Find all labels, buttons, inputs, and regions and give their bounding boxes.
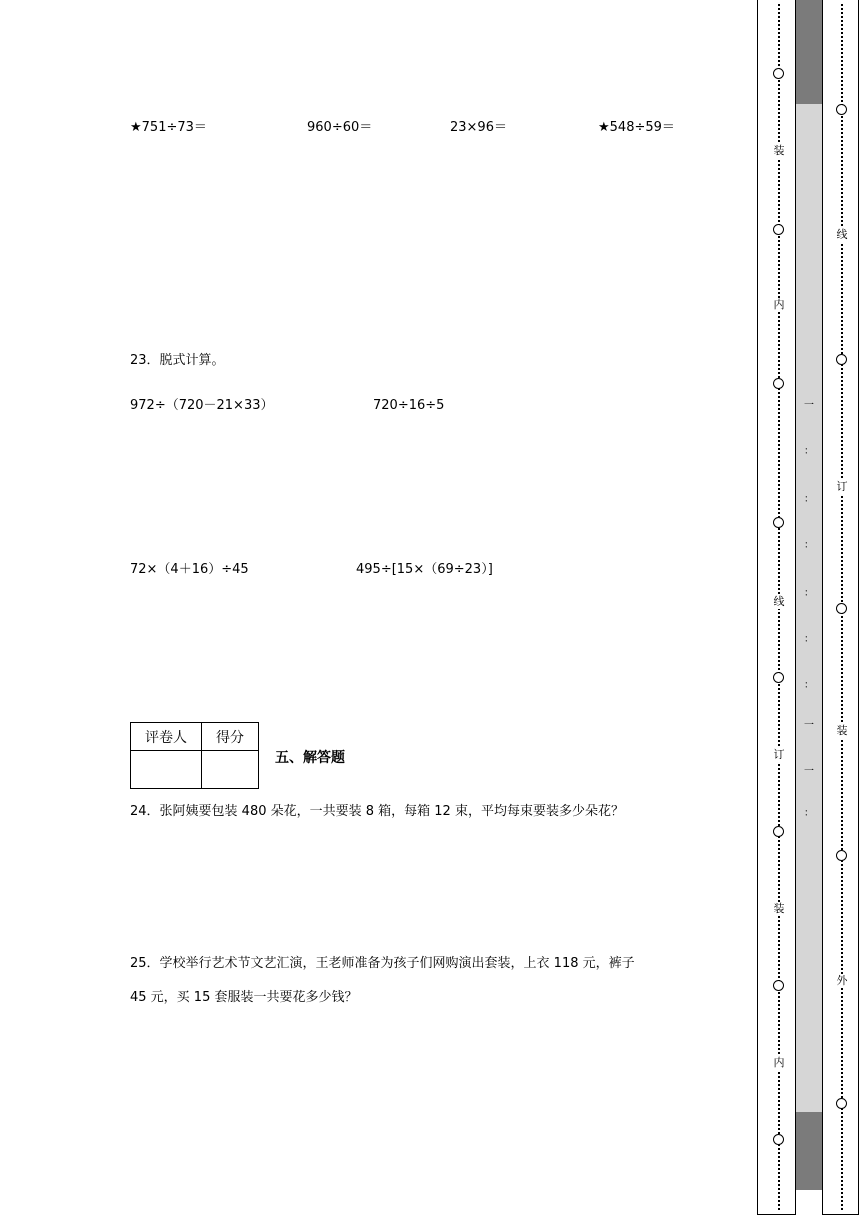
binding-band-bottom [795, 1112, 822, 1190]
calc-item-1: ★751÷73＝ [130, 120, 207, 135]
inner-mark-nei: 内 [773, 1056, 785, 1069]
outer-circle-mark [836, 850, 847, 861]
band-mark: 一 [804, 766, 814, 777]
inner-circle-mark [773, 224, 784, 235]
inner-circle-mark [773, 1134, 784, 1145]
q23-expression-1: 972÷（720－21×33） [130, 398, 274, 413]
outer-circle-mark [836, 1098, 847, 1109]
q24-text: 24．张阿姨要包装 480 朵花，一共要装 8 箱，每箱 12 束，平均每束要装多少朵花？ [130, 804, 624, 819]
band-mark: 一 [804, 720, 814, 731]
reviewer-header: 评卷人 [131, 723, 202, 751]
calc-item-3: 23×96＝ [450, 120, 507, 135]
outer-mark-xian: 线 [836, 228, 848, 241]
q23-expression-2: 720÷16÷5 [373, 398, 445, 413]
inner-circle-mark [773, 68, 784, 79]
q23-expression-3: 72×（4＋16）÷45 [130, 562, 249, 577]
outer-circle-mark [836, 104, 847, 115]
score-table [130, 722, 259, 789]
band-mark: ： [804, 808, 814, 819]
band-mark: ： [804, 540, 814, 551]
reviewer-cell[interactable] [131, 751, 202, 789]
inner-circle-mark [773, 378, 784, 389]
calc-item-4: ★548÷59＝ [598, 120, 675, 135]
binding-band-middle [795, 104, 822, 1112]
binding-divider-left [795, 0, 796, 1215]
section-title: 五、解答题 [275, 750, 345, 766]
inner-mark-nei: 内 [773, 298, 785, 311]
outer-circle-mark [836, 603, 847, 614]
inner-circle-mark [773, 826, 784, 837]
q23-expression-4: 495÷[15×（69÷23）] [356, 562, 493, 577]
inner-mark-ding: 订 [773, 748, 785, 761]
q25-line-1: 25．学校举行艺术节文艺汇演，王老师准备为孩子们网购演出套装，上衣 118 元，裤子 [130, 956, 635, 971]
outer-mark-zhuang: 装 [836, 724, 848, 737]
band-mark: ： [804, 680, 814, 691]
binding-divider-right [822, 0, 823, 1215]
binding-band-top [795, 0, 822, 104]
score-cell[interactable] [202, 751, 259, 789]
outer-circle-mark [836, 354, 847, 365]
band-mark: ： [804, 494, 814, 505]
band-mark: 一 [804, 400, 814, 411]
q23-title: 23．脱式计算。 [130, 353, 225, 368]
inner-circle-mark [773, 672, 784, 683]
score-header: 得分 [202, 723, 259, 751]
calc-item-2: 960÷60＝ [307, 120, 373, 135]
inner-circle-mark [773, 517, 784, 528]
band-mark: ： [804, 634, 814, 645]
band-mark: ： [804, 446, 814, 457]
inner-mark-zhuang: 装 [773, 902, 785, 915]
inner-circle-mark [773, 980, 784, 991]
band-mark: ： [804, 588, 814, 599]
inner-mark-xian: 线 [773, 595, 785, 608]
outer-mark-wai: 外 [836, 974, 848, 987]
q25-line-2: 45 元，买 15 套服装一共要花多少钱？ [130, 990, 358, 1005]
outer-mark-ding: 订 [836, 480, 848, 493]
inner-mark-zhuang: 装 [773, 144, 785, 157]
binding-band-end [795, 1190, 822, 1215]
